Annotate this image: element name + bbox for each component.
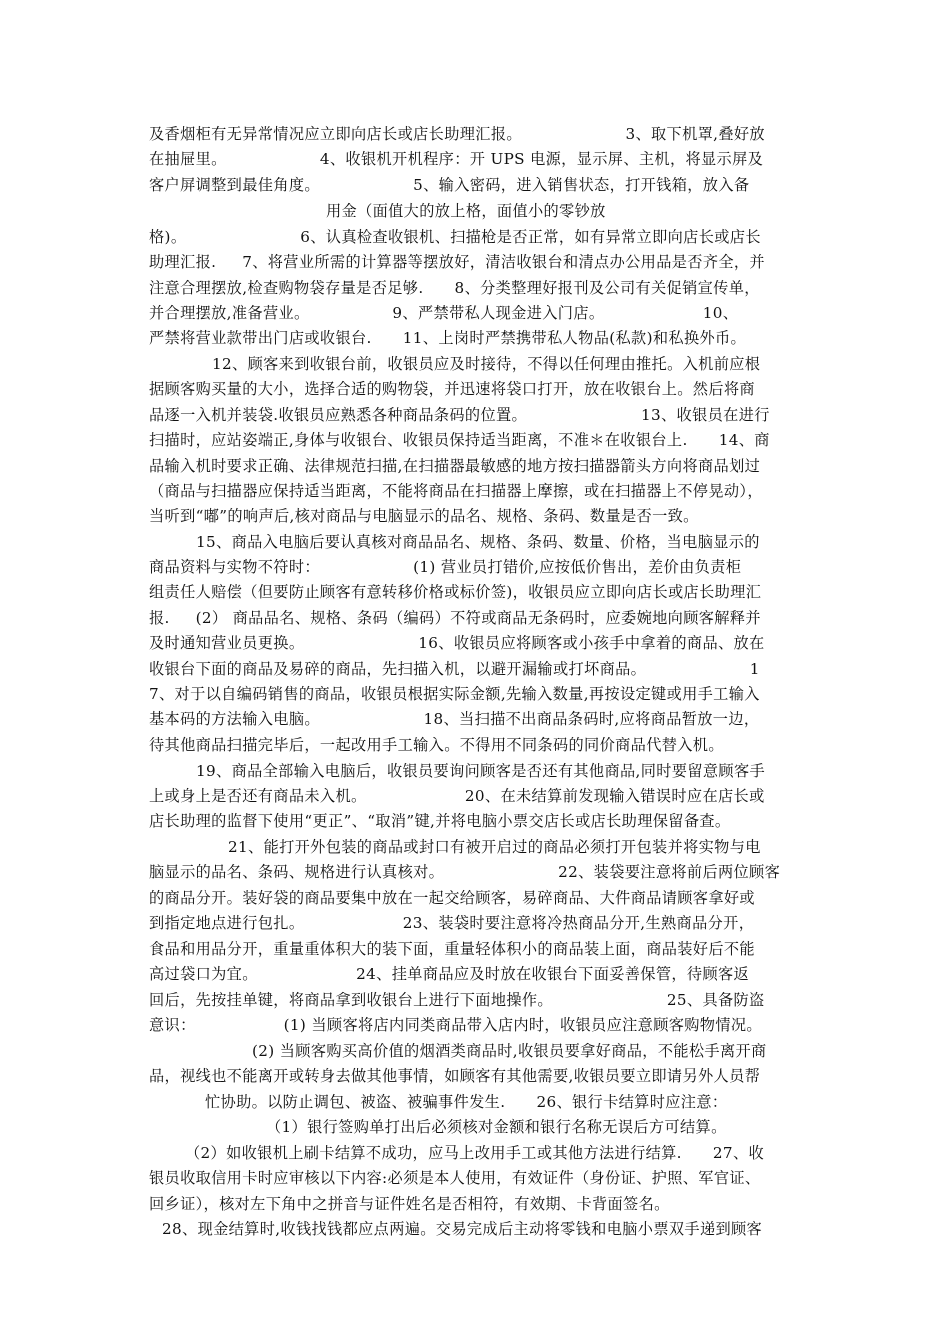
text-line: 并合理摆放,准备营业。 9、严禁带私人现金进入门店。 10、 xyxy=(149,304,739,322)
text-line: 及香烟柜有无异常情况应立即向店长或店长助理汇报。 3、取下机罩,叠好放 xyxy=(149,125,765,143)
text-line: 12、顾客来到收银台前，收银员应及时接待，不得以任何理由推托。入机前应根 xyxy=(212,355,761,373)
text-line: 15、商品入电脑后要认真核对商品品名、规格、条码、数量、价格，当电脑显示的 xyxy=(196,533,760,551)
text-line: 扫描时，应站姿端正,身体与收银台、收银员保持适当距离，不准＊在收银台上. 14、商 xyxy=(149,431,770,449)
text-line: 上或身上是否还有商品未入机。 20、在未结算前发现输入错误时应在店长或 xyxy=(149,787,765,805)
text-line: 的商品分开。装好袋的商品要集中放在一起交给顾客，易碎商品、大件商品请顾客拿好或 xyxy=(149,889,755,907)
text-line: 客户屏调整到最佳角度。 5、输入密码，进入销售状态，打开钱箱，放入备 xyxy=(149,176,750,194)
text-line: 品输入机时要求正确、法律规范扫描,在扫描器最敏感的地方按扫描器箭头方向将商品划过 xyxy=(149,457,761,475)
text-line: 组责任人赔偿（但要防止顾客有意转移价格或标价签)，收银员应立即向店长或店长助理汇 xyxy=(149,583,762,601)
text-line: 严禁将营业款带出门店或收银台. 11、上岗时严禁携带私人物品(私款)和私换外币。 xyxy=(149,329,747,347)
text-line: 在抽屉里。 4、收银机开机程序：开 UPS 电源，显示屏、主机，将显示屏及 xyxy=(149,150,764,168)
text-line: 品，视线也不能离开或转身去做其他事情，如顾客有其他需要,收银员要立即请另外人员帮 xyxy=(149,1067,761,1085)
text-line: 回后，先按挂单键，将商品拿到收银台上进行下面地操作。 25、具备防盗 xyxy=(149,991,765,1009)
text-line: 基本码的方法输入电脑。 18、当扫描不出商品条码时,应将商品暂放一边， xyxy=(149,710,760,728)
text-line: 待其他商品扫描完毕后，一起改用手工输入。不得用不同条码的同价商品代替入机。 xyxy=(149,736,724,754)
text-line: 21、能打开外包装的商品或封口有被开启过的商品必须打开包装并将实物与电 xyxy=(228,838,761,856)
text-line: 格)。 6、认真检查收银机、扫描枪是否正常，如有异常立即向店长或店长 xyxy=(149,228,761,246)
text-line: 收银台下面的商品及易碎的商品，先扫描入机，以避开漏输或打坏商品。 1 xyxy=(149,660,760,678)
text-line: 回乡证），核对左下角中之拼音与证件姓名是否相符，有效期、卡背面签名。 xyxy=(149,1195,670,1213)
text-line: 当听到“嘟”的响声后,核对商品与电脑显示的品名、规格、条码、数量是否一致。 xyxy=(149,507,699,525)
text-line: 28、现金结算时,收钱找钱都应点两遍。交易完成后主动将零钱和电脑小票双手递到顾客 xyxy=(162,1220,763,1238)
text-line: 银员收取信用卡时应审核以下内容:必须是本人使用，有效证件（身份证、护照、军官证、 xyxy=(149,1169,761,1187)
text-line: 助理汇报. 7、将营业所需的计算器等摆放好，清洁收银台和清点办公用品是否齐全，并 xyxy=(149,253,765,271)
text-line: （2）如收银机上刷卡结算不成功，应马上改用手工或其他方法进行结算. 27、收 xyxy=(185,1144,765,1162)
text-line: 及时通知营业员更换。 16、收银员应将顾客或小孩手中拿着的商品、放在 xyxy=(149,634,765,652)
text-line: 品逐一入机并装袋.收银员应熟悉各种商品条码的位置。 13、收银员在进行 xyxy=(149,406,770,424)
text-line: 到指定地点进行包扎。 23、装袋时要注意将冷热商品分开,生熟商品分开， xyxy=(149,914,755,932)
text-line: 商品资料与实物不符时： (1) 营业员打错价,应按低价售出，差价由负责柜 xyxy=(149,558,742,576)
text-line: 忙协助。以防止调包、被盗、被骗事件发生. 26、银行卡结算时应注意： xyxy=(205,1093,728,1111)
text-line: (2) 当顾客购买高价值的烟酒类商品时,收银员要拿好商品，不能松手离开商 xyxy=(252,1042,767,1060)
text-line: （商品与扫描器应保持适当距离，不能将商品在扫描器上摩擦，或在扫描器上不停晃动）， xyxy=(149,482,763,500)
text-line: （1）银行签购单打出后必须核对金额和银行名称无误后方可结算。 xyxy=(266,1118,727,1136)
text-line: 食品和用品分开，重量重体积大的装下面，重量轻体积小的商品装上面，商品装好后不能 xyxy=(149,940,755,958)
text-line: 19、商品全部输入电脑后，收银员要询问顾客是否还有其他商品,同时要留意顾客手 xyxy=(196,762,766,780)
text-line: 用金（面值大的放上格，面值小的零钞放 xyxy=(326,202,606,220)
text-line: 报. (2） 商品品名、规格、条码（编码）不符或商品无条码时，应委婉地向顾客解释并 xyxy=(149,609,761,627)
text-line: 7、对于以自编码销售的商品，收银员根据实际金额,先输入数量,再按设定键或用手工输入 xyxy=(149,685,760,703)
text-line: 据顾客购买量的大小，选择合适的购物袋，并迅速将袋口打开，放在收银台上。然后将商 xyxy=(149,380,755,398)
text-line: 注意合理摆放,检查购物袋存量是否足够. 8、分类整理好报刊及公司有关促销宣传单， xyxy=(149,279,760,297)
text-line: 高过袋口为宜。 24、挂单商品应及时放在收银台下面妥善保管，待顾客返 xyxy=(149,965,750,983)
text-line: 意识： (1) 当顾客将店内同类商品带入店内时，收银员应注意顾客购物情况。 xyxy=(149,1016,762,1034)
text-line: 脑显示的品名、条码、规格进行认真核对。 22、装袋要注意将前后两位顾客 xyxy=(149,863,781,881)
text-line: 店长助理的监督下使用“更正”、“取消”键,并将电脑小票交店长或店长助理保留备查。 xyxy=(149,812,731,830)
